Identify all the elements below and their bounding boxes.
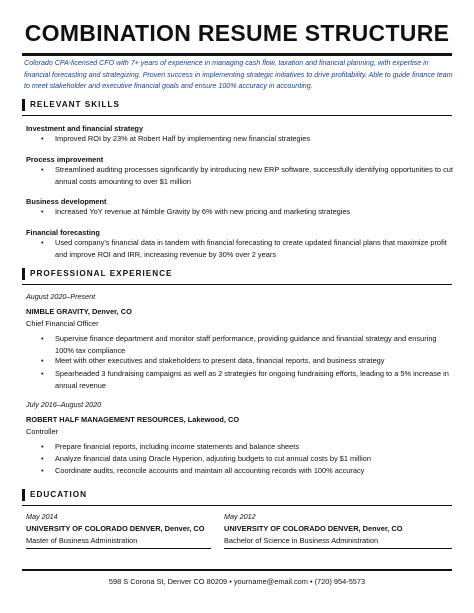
section-divider: [22, 284, 452, 285]
bullet-icon: •: [41, 134, 44, 143]
bullet-icon: •: [41, 442, 44, 451]
section-experience-heading: [22, 267, 452, 281]
job-dates: July 2016–August 2020: [26, 400, 102, 409]
section-education-heading: [22, 488, 452, 502]
summary: Colorado CPA-licensed CFO with 7+ years of experience in managing cash flow, taxation and financial planning, with expertise in financial forecasting and strategizing. Proven success in implementing strategic initiatives to drive profitability. Able to guide finance team to meet stakeholder and executive financial goals and ensure 100% accuracy in accounting.: [24, 59, 453, 90]
skill-title: Business development: [26, 197, 107, 206]
bullet-icon: •: [41, 369, 44, 378]
bullet-text: Prepare financial reports, including income statements and balance sheets: [55, 442, 300, 451]
edu-date: May 2012: [224, 512, 256, 521]
skill-bullet: [41, 206, 456, 218]
section-marker: [22, 489, 25, 501]
bullet-icon: •: [41, 356, 44, 365]
bullet-text: Supervise finance department and monitor staff performance, providing guidance and financial strategy and ensuring 100% tax compliance: [55, 334, 437, 355]
section-label: PROFESSIONAL EXPERIENCE: [30, 269, 173, 278]
bullet-icon: •: [41, 454, 44, 463]
skill-bullet: [41, 133, 456, 145]
edu-underline: [224, 548, 452, 549]
contact-line: 598 S Corona St, Denver CO 80209 • yourname@email.com • (720) 954-5573: [108, 577, 366, 586]
job-role: Controller: [26, 427, 59, 436]
bullet-text: Used company’s financial data in tandem with financial forecasting to create updated financial plans that maximize profit and improve ROI and IRR, increasing revenue by 30% over 2 years: [55, 238, 447, 259]
bullet-icon: •: [41, 238, 44, 247]
bullet-text: Meet with other executives and stakeholders to present data, financial reports, and business strategy: [55, 356, 385, 365]
section-divider: [22, 115, 452, 116]
edu-school: UNIVERSITY OF COLORADO DENVER, Denver, CO: [26, 524, 205, 533]
bullet-icon: •: [41, 207, 44, 216]
bullet-text: Increased YoY revenue at Nimble Gravity by 6% with new pricing and marketing strategies: [55, 207, 351, 216]
section-marker: [22, 99, 25, 111]
bullet-icon: •: [41, 165, 44, 174]
skill-title: Financial forecasting: [26, 228, 100, 237]
edu-school: UNIVERSITY OF COLORADO DENVER, Denver, CO: [224, 524, 403, 533]
footer-divider: [22, 569, 452, 571]
skill-bullet: [41, 164, 456, 187]
job-employer: NIMBLE GRAVITY, Denver, CO: [26, 307, 132, 316]
skill-title: Investment and financial strategy: [26, 124, 144, 133]
skill-bullet: [41, 237, 456, 260]
job-dates: August 2020–Present: [26, 292, 96, 301]
bullet-icon: •: [41, 466, 44, 475]
edu-date: May 2014: [26, 512, 58, 521]
job-bullet: [41, 368, 456, 391]
section-label: EDUCATION: [30, 490, 88, 499]
skill-title: Process improvement: [26, 155, 104, 164]
section-label: RELEVANT SKILLS: [30, 100, 120, 109]
bullet-text: Analyze financial data using Oracle Hyperion, adjusting budgets to cut annual costs by $1 million: [55, 454, 371, 463]
bullet-text: Improved ROI by 23% at Robert Half by implementing new financial strategies: [55, 134, 311, 143]
job-bullet: [41, 333, 456, 356]
section-marker: [22, 268, 25, 280]
edu-degree: Bachelor of Science in Business Administration: [224, 536, 379, 545]
section-skills-heading: [22, 98, 452, 112]
bullet-text: Spearheaded 3 fundraising campaigns as well as 2 strategies for ongoing fundraising efforts, leading to a 5% increase in annual revenue: [55, 369, 449, 390]
job-employer: ROBERT HALF MANAGEMENT RESOURCES, Lakewood, CO: [26, 415, 240, 424]
job-bullet: [41, 465, 456, 477]
page-title: COMBINATION RESUME STRUCTURE: [24, 20, 450, 46]
job-bullet: [41, 355, 456, 367]
bullet-text: Coordinate audits, reconcile accounts and maintain all accounting records with 100% accuracy: [55, 466, 365, 475]
job-role: Chief Financial Officer: [26, 319, 99, 328]
bullet-text: Streamlined auditing processes significantly by introducing new ERP software, successfully identifying opportunities to cut annual costs amounting to over $1 million: [55, 165, 453, 186]
bullet-icon: •: [41, 334, 44, 343]
section-divider: [22, 505, 452, 506]
job-bullet: [41, 453, 456, 465]
edu-degree: Master of Business Administration: [26, 536, 138, 545]
title-divider: [22, 53, 452, 56]
job-bullet: [41, 441, 456, 453]
edu-underline: [26, 548, 211, 549]
